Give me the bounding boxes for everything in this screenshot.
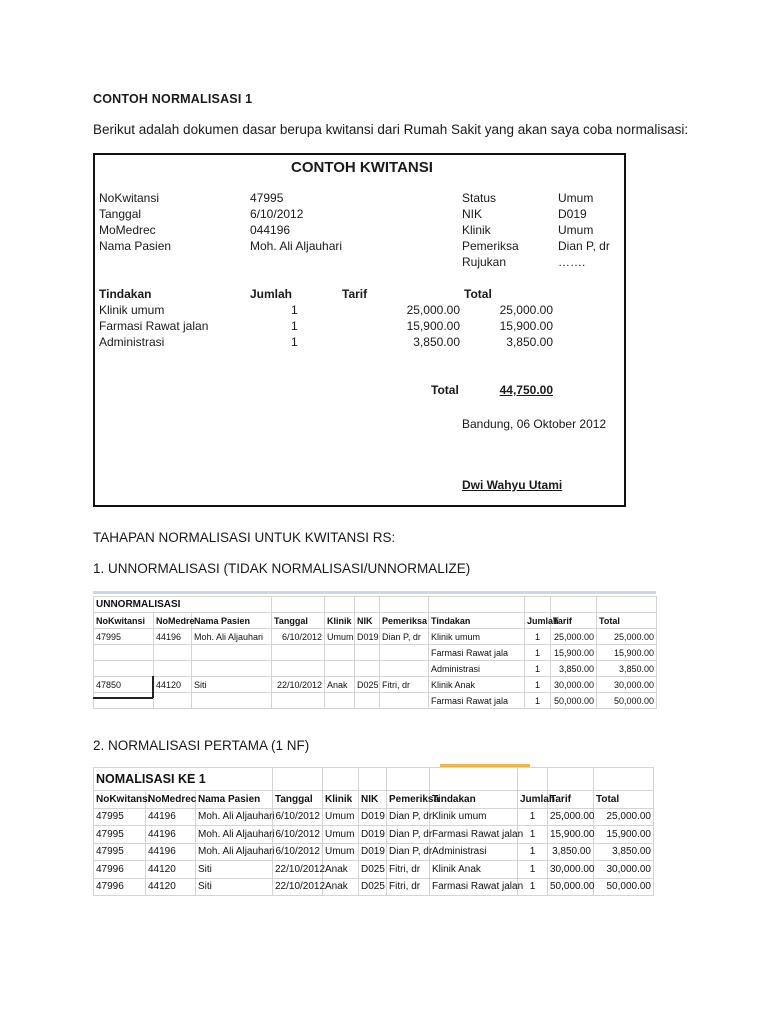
column-header: NoKwitansi	[94, 791, 146, 809]
table-cell: Moh. Ali Aljauhari	[196, 843, 273, 861]
table-cell	[272, 693, 325, 709]
table-cell: Fitri, dr	[387, 878, 430, 896]
table-cell: Umum	[325, 629, 355, 645]
table-cell: Moh. Ali Aljauhari	[196, 808, 273, 826]
table-cell	[272, 645, 325, 661]
unnormalisasi-table	[93, 596, 657, 709]
table-cell: 6/10/2012	[273, 808, 323, 826]
table-cell: Anak	[323, 878, 359, 896]
field-label-nik: NIK	[462, 207, 483, 221]
table-cell: 25,000.00	[548, 808, 594, 826]
field-label-status: Status	[462, 191, 497, 205]
table-cell	[94, 645, 154, 661]
field-label-rujukan: Rujukan	[462, 255, 507, 269]
table-row	[94, 861, 654, 879]
document-heading: CONTOH NORMALISASI 1	[93, 92, 253, 106]
item-tindakan: Farmasi Rawat jalan	[99, 319, 209, 333]
table-cell	[325, 693, 355, 709]
table-cell: 50,000.00	[597, 693, 657, 709]
field-label-nama-pasien: Nama Pasien	[99, 239, 172, 253]
table-cell: 15,900.00	[548, 826, 594, 844]
table-cell: Klinik Anak	[430, 861, 518, 879]
table-cell: 47995	[94, 629, 154, 645]
item-tarif: 25,000.00	[406, 303, 460, 317]
field-label-momedrec: MoMedrec	[99, 223, 156, 237]
table-title: NOMALISASI KE 1	[94, 768, 273, 791]
table-cell: 30,000.00	[597, 677, 657, 693]
item-tarif: 15,900.00	[406, 319, 460, 333]
table-cell: 15,900.00	[597, 645, 657, 661]
table-cell: 50,000.00	[594, 878, 654, 896]
item-tarif: 3,850.00	[413, 335, 460, 349]
items-header-jumlah: Jumlah	[250, 287, 293, 301]
table-cell: Dian P, dr	[380, 629, 429, 645]
table-cell: 22/10/2012	[272, 677, 325, 693]
table-cell: Anak	[325, 677, 355, 693]
table-row	[94, 826, 654, 844]
item-tindakan: Administrasi	[99, 335, 165, 349]
table-cell: 47996	[94, 878, 146, 896]
field-value-pemeriksa: Dian P, dr	[558, 239, 610, 253]
table-cell: 1	[525, 629, 551, 645]
table-cell: D025	[359, 861, 387, 879]
table-cell: 44120	[146, 878, 196, 896]
table-cell	[355, 693, 380, 709]
steps-title: TAHAPAN NORMALISASI UNTUK KWITANSI RS:	[93, 530, 396, 545]
column-header: Klinik	[325, 613, 355, 629]
table-cell: 1	[518, 843, 548, 861]
table-cell: Fitri, dr	[387, 861, 430, 879]
table-cell: Anak	[323, 861, 359, 879]
kwitansi-receipt	[93, 153, 626, 507]
table-cell: Fitri, dr	[380, 677, 429, 693]
column-header: Tindakan	[429, 613, 525, 629]
column-header: NoKwitansi	[94, 613, 154, 629]
table-cell: D019	[359, 826, 387, 844]
table-cell	[325, 645, 355, 661]
table-cell: Klinik Anak	[429, 677, 525, 693]
field-value-status: Umum	[558, 191, 594, 205]
item-total: 15,900.00	[499, 319, 553, 333]
table-cell	[94, 661, 154, 677]
table-cell	[355, 645, 380, 661]
step2-title: 2. NORMALISASI PERTAMA (1 NF)	[93, 738, 310, 753]
table-cell	[154, 693, 192, 709]
table-cell: 50,000.00	[548, 878, 594, 896]
field-value-nik: D019	[558, 207, 587, 221]
table-cell: 47850	[94, 677, 154, 693]
field-value-nokwitansi: 47995	[250, 191, 284, 205]
table-cell: D025	[355, 677, 380, 693]
table-cell: Siti	[196, 878, 273, 896]
table-cell: 1	[525, 677, 551, 693]
table-cell: Siti	[192, 677, 272, 693]
place-date: Bandung, 06 Oktober 2012	[462, 417, 607, 431]
field-label-nokwitansi: NoKwitansi	[99, 191, 160, 205]
table-cell: Umum	[323, 843, 359, 861]
column-header: Jumlah	[518, 791, 548, 809]
items-header-tarif: Tarif	[342, 287, 368, 301]
table-row	[94, 878, 654, 896]
table-cell: 15,900.00	[594, 826, 654, 844]
field-label-pemeriksa: Pemeriksa	[462, 239, 519, 253]
table-cell: 1	[518, 878, 548, 896]
table-cell: D019	[359, 808, 387, 826]
table-cell	[272, 661, 325, 677]
table-cell: 1	[525, 693, 551, 709]
item-total: 3,850.00	[506, 335, 553, 349]
table-cell: 3,850.00	[548, 843, 594, 861]
table-cell: 44196	[146, 808, 196, 826]
table-cell: Moh. Ali Aljauhari	[192, 629, 272, 645]
items-header-tindakan: Tindakan	[99, 287, 152, 301]
table-cell: Klinik umum	[430, 808, 518, 826]
table-cell: Siti	[196, 861, 273, 879]
table-cell	[380, 693, 429, 709]
table-cell: 30,000.00	[551, 677, 597, 693]
sheet-top-strip	[93, 591, 656, 594]
table-cell: 44120	[146, 861, 196, 879]
table-cell: 25,000.00	[551, 629, 597, 645]
column-header: Tarif	[548, 791, 594, 809]
signature-name: Dwi Wahyu Utami	[462, 478, 563, 492]
field-value-nama-pasien: Moh. Ali Aljauhari	[250, 239, 343, 253]
field-label-klinik: Klinik	[462, 223, 491, 237]
table-cell: 47995	[94, 808, 146, 826]
kwitansi-title: CONTOH KWITANSI	[291, 159, 433, 176]
table-row	[94, 645, 657, 661]
table-cell	[192, 693, 272, 709]
table-cell: Farmasi Rawat jala	[429, 693, 525, 709]
table-cell: 47995	[94, 843, 146, 861]
column-header: NIK	[355, 613, 380, 629]
table-cell: 22/10/2012	[273, 878, 323, 896]
table-cell	[154, 645, 192, 661]
field-value-tanggal: 6/10/2012	[250, 207, 304, 221]
table-title-row	[94, 597, 657, 613]
table-cell	[380, 645, 429, 661]
table-cell	[192, 661, 272, 677]
item-total: 25,000.00	[499, 303, 553, 317]
item-tindakan: Klinik umum	[99, 303, 165, 317]
table-cell: Dian P, dr	[387, 843, 430, 861]
column-header: Total	[597, 613, 657, 629]
table-cell: 44196	[146, 843, 196, 861]
item-jumlah: 1	[291, 335, 298, 349]
column-header: Nama Pasien	[192, 613, 272, 629]
table-cell: 25,000.00	[597, 629, 657, 645]
table-cell: 6/10/2012	[273, 826, 323, 844]
table-row	[94, 629, 657, 645]
grand-total-label: Total	[431, 383, 459, 397]
table-cell: 1	[518, 861, 548, 879]
items-header-total: Total	[464, 287, 492, 301]
table-cell: Farmasi Rawat jala	[429, 645, 525, 661]
table-cell: D019	[355, 629, 380, 645]
table-cell: 15,900.00	[551, 645, 597, 661]
column-header: NIK	[359, 791, 387, 809]
table-row	[94, 808, 654, 826]
selection-border	[152, 676, 154, 698]
table-cell: Umum	[323, 826, 359, 844]
table-title-row	[94, 768, 654, 791]
table-row	[94, 661, 657, 677]
table-cell: 1	[518, 826, 548, 844]
table-cell: D025	[359, 878, 387, 896]
column-header: Pemeriksa	[387, 791, 430, 809]
table-header-row	[94, 791, 654, 809]
table-cell: D019	[359, 843, 387, 861]
column-header: Total	[594, 791, 654, 809]
table-cell: 44120	[154, 677, 192, 693]
table-cell: Administrasi	[429, 661, 525, 677]
table-cell: Farmasi Rawat jalan	[430, 878, 518, 896]
table-cell: Dian P, dr	[387, 808, 430, 826]
column-header: Jumlah	[525, 613, 551, 629]
table-cell: 25,000.00	[594, 808, 654, 826]
column-header: Tarif	[551, 613, 597, 629]
item-jumlah: 1	[291, 319, 298, 333]
table-cell: Dian P, dr	[387, 826, 430, 844]
table-cell: 3,850.00	[551, 661, 597, 677]
table-cell	[192, 645, 272, 661]
table-cell: 44196	[154, 629, 192, 645]
table-cell: 6/10/2012	[272, 629, 325, 645]
table-cell: 22/10/2012	[273, 861, 323, 879]
intro-paragraph: Berikut adalah dokumen dasar berupa kwitansi dari Rumah Sakit yang akan saya coba normalisasi:	[93, 122, 689, 137]
table-row	[94, 677, 657, 693]
item-jumlah: 1	[291, 303, 298, 317]
table-cell: 30,000.00	[548, 861, 594, 879]
table-cell: 3,850.00	[597, 661, 657, 677]
table-row	[94, 843, 654, 861]
table-cell: 30,000.00	[594, 861, 654, 879]
table-cell	[94, 693, 154, 709]
table-cell: 44196	[146, 826, 196, 844]
table-cell: Administrasi	[430, 843, 518, 861]
column-header: NoMedrec	[146, 791, 196, 809]
column-header: Klinik	[323, 791, 359, 809]
table-cell: 1	[518, 808, 548, 826]
table-title: UNNORMALISASI	[94, 597, 272, 613]
table-cell: 3,850.00	[594, 843, 654, 861]
column-header: NoMedre	[154, 613, 192, 629]
column-header: Tanggal	[272, 613, 325, 629]
table-cell	[325, 661, 355, 677]
table-cell: 47996	[94, 861, 146, 879]
table-cell: Farmasi Rawat jalan	[430, 826, 518, 844]
table-row	[94, 693, 657, 709]
nf1-table	[93, 767, 654, 896]
table-cell: 6/10/2012	[273, 843, 323, 861]
table-cell: Moh. Ali Aljauhari	[196, 826, 273, 844]
selection-border	[93, 697, 153, 699]
field-value-klinik: Umum	[558, 223, 594, 237]
table-cell: 1	[525, 661, 551, 677]
column-header: Pemeriksa	[380, 613, 429, 629]
table-cell	[154, 661, 192, 677]
table-header-row	[94, 613, 657, 629]
table-cell: Klinik umum	[429, 629, 525, 645]
table-cell	[355, 661, 380, 677]
column-header: Tanggal	[273, 791, 323, 809]
field-value-momedrec: 044196	[250, 223, 291, 237]
table-cell	[380, 661, 429, 677]
table-cell: Umum	[323, 808, 359, 826]
grand-total-value: 44,750.00	[499, 383, 553, 397]
table-cell: 1	[525, 645, 551, 661]
column-header: Tindakan	[430, 791, 518, 809]
column-header: Nama Pasien	[196, 791, 273, 809]
field-label-tanggal: Tanggal	[99, 207, 142, 221]
field-value-rujukan: …….	[558, 255, 586, 269]
table-cell: 50,000.00	[551, 693, 597, 709]
table-cell: 47995	[94, 826, 146, 844]
step1-title: 1. UNNORMALISASI (TIDAK NORMALISASI/UNNORMALIZE)	[93, 561, 471, 576]
